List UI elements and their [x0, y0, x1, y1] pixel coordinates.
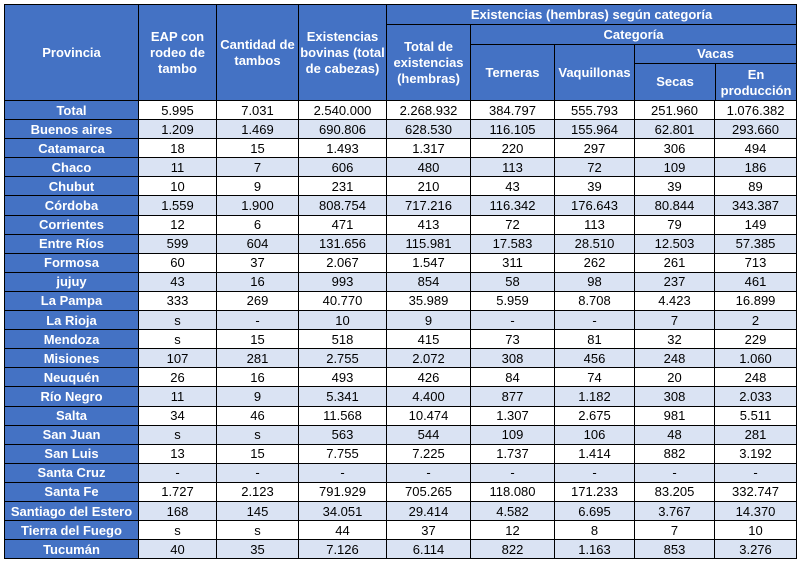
table-cell: 176.643 [555, 196, 635, 215]
table-cell: 384.797 [471, 101, 555, 120]
table-cell: 84 [471, 368, 555, 387]
table-cell: 308 [635, 387, 715, 406]
table-cell: 5.995 [139, 101, 217, 120]
table-cell: 415 [387, 330, 471, 349]
header-categoria: Categoría [471, 25, 797, 45]
table-row [5, 196, 797, 215]
table-row [5, 425, 797, 444]
table-row [5, 368, 797, 387]
table-cell: 116.342 [471, 196, 555, 215]
table-row [5, 349, 797, 368]
table-cell: 4.582 [471, 501, 555, 520]
table-cell: 2.033 [715, 387, 797, 406]
table-cell: s [217, 425, 299, 444]
table-cell: 1.163 [555, 540, 635, 559]
table-cell: 261 [635, 253, 715, 272]
table-row [5, 177, 797, 196]
table-cell: 1.317 [387, 139, 471, 158]
header-vacas: Vacas [635, 45, 796, 64]
table-cell: 5.341 [299, 387, 387, 406]
table-cell: 269 [217, 291, 299, 310]
table-cell: 73 [471, 330, 555, 349]
table-cell: 854 [387, 272, 471, 291]
table-cell: 48 [635, 425, 715, 444]
table-row [5, 272, 797, 291]
table-cell: 993 [299, 272, 387, 291]
table-cell: 471 [299, 215, 387, 234]
table-cell: 3.767 [635, 501, 715, 520]
table-row [5, 444, 797, 463]
table-cell: 109 [471, 425, 555, 444]
table-cell: 37 [217, 253, 299, 272]
province-name: Total [5, 101, 139, 120]
table-cell: 480 [387, 158, 471, 177]
table-cell: 8.708 [555, 291, 635, 310]
province-name: Santiago del Estero [5, 501, 139, 520]
table-cell: 44 [299, 521, 387, 540]
table-cell: s [139, 311, 217, 330]
table-cell: 413 [387, 215, 471, 234]
table-cell: 1.414 [555, 444, 635, 463]
table-cell: 6.114 [387, 540, 471, 559]
table-cell: 1.469 [217, 120, 299, 139]
table-cell: 1.727 [139, 482, 217, 501]
table-cell: 2.540.000 [299, 101, 387, 120]
table-row [5, 120, 797, 139]
table-cell: 210 [387, 177, 471, 196]
table-cell: 606 [299, 158, 387, 177]
header-terneras-label: Terneras [485, 64, 540, 80]
header-total-hembras: Total de existencias (hembras) [387, 25, 471, 101]
table-cell: 12 [139, 215, 217, 234]
table-cell: 106 [555, 425, 635, 444]
table-cell: s [139, 425, 217, 444]
table-cell: 39 [635, 177, 715, 196]
header-provincia: Provincia [5, 5, 139, 101]
table-cell: 220 [471, 139, 555, 158]
table-cell: 822 [471, 540, 555, 559]
table-cell: 5.511 [715, 406, 797, 425]
table-cell: 60 [139, 253, 217, 272]
table-cell: 34.051 [299, 501, 387, 520]
table-cell: 37 [387, 521, 471, 540]
table-cell: 1.182 [555, 387, 635, 406]
header-eap: EAP con rodeo de tambo [139, 5, 217, 101]
province-name: Tucumán [5, 540, 139, 559]
table-cell: - [139, 463, 217, 482]
table-cell: 72 [555, 158, 635, 177]
table-cell: - [217, 463, 299, 482]
table-cell: 426 [387, 368, 471, 387]
table-cell: 2.675 [555, 406, 635, 425]
province-name: Catamarca [5, 139, 139, 158]
table-cell: 237 [635, 272, 715, 291]
table-row [5, 139, 797, 158]
table-cell: 79 [635, 215, 715, 234]
table-row [5, 253, 797, 272]
table-cell: 16.899 [715, 291, 797, 310]
table-cell: 518 [299, 330, 387, 349]
header-cantidad-tambos: Cantidad de tambos [217, 5, 299, 101]
table-cell: 18 [139, 139, 217, 158]
table-cell: 1.493 [299, 139, 387, 158]
province-name: La Rioja [5, 311, 139, 330]
table-cell: 43 [471, 177, 555, 196]
table-cell: 7 [635, 521, 715, 540]
header-existencias-hembras-group: Existencias (hembras) según categoría [387, 5, 797, 25]
table-cell: 72 [471, 215, 555, 234]
table-cell: 15 [217, 139, 299, 158]
table-cell: 7 [635, 311, 715, 330]
province-name: Santa Fe [5, 482, 139, 501]
table-cell: 28.510 [555, 234, 635, 253]
table-cell: 229 [715, 330, 797, 349]
table-cell: 32 [635, 330, 715, 349]
province-name: Santa Cruz [5, 463, 139, 482]
table-cell: 116.105 [471, 120, 555, 139]
table-cell: 281 [217, 349, 299, 368]
table-cell: 248 [715, 368, 797, 387]
table-header [5, 5, 797, 101]
table-cell: - [387, 463, 471, 482]
table-cell: 1.060 [715, 349, 797, 368]
header-vacas-group [635, 45, 797, 101]
table-cell: 311 [471, 253, 555, 272]
table-cell: 248 [635, 349, 715, 368]
table-cell: 332.747 [715, 482, 797, 501]
table-row [5, 215, 797, 234]
table-cell: 281 [715, 425, 797, 444]
table-cell: 628.530 [387, 120, 471, 139]
table-cell: 20 [635, 368, 715, 387]
header-en-produccion: En producción [720, 67, 792, 98]
table-cell: 89 [715, 177, 797, 196]
table-cell: 563 [299, 425, 387, 444]
table-cell: 2.755 [299, 349, 387, 368]
table-row [5, 330, 797, 349]
table-cell: 46 [217, 406, 299, 425]
table-cell: 83.205 [635, 482, 715, 501]
table-cell: - [635, 463, 715, 482]
table-cell: 6 [217, 215, 299, 234]
table-cell: 186 [715, 158, 797, 177]
table-cell: 2.067 [299, 253, 387, 272]
table-cell: 62.801 [635, 120, 715, 139]
table-cell: 14.370 [715, 501, 797, 520]
table-cell: 461 [715, 272, 797, 291]
table-cell: 555.793 [555, 101, 635, 120]
table-cell: - [217, 311, 299, 330]
table-cell: 882 [635, 444, 715, 463]
table-cell: s [139, 330, 217, 349]
table-cell: 3.276 [715, 540, 797, 559]
province-name: Chubut [5, 177, 139, 196]
table-cell: 11 [139, 387, 217, 406]
header-secas: Secas [635, 64, 716, 100]
table-row [5, 540, 797, 559]
province-name: Córdoba [5, 196, 139, 215]
table-cell: 9 [217, 387, 299, 406]
table-cell: 109 [635, 158, 715, 177]
table-cell: 113 [555, 215, 635, 234]
table-cell: 29.414 [387, 501, 471, 520]
table-cell: 6.695 [555, 501, 635, 520]
province-name: jujuy [5, 272, 139, 291]
table-cell: 7.031 [217, 101, 299, 120]
table-cell: 26 [139, 368, 217, 387]
table-cell: 118.080 [471, 482, 555, 501]
table-cell: - [555, 463, 635, 482]
province-name: La Pampa [5, 291, 139, 310]
table-cell: 308 [471, 349, 555, 368]
table-cell: 306 [635, 139, 715, 158]
table-cell: 149 [715, 215, 797, 234]
table-cell: 10.474 [387, 406, 471, 425]
province-name: Río Negro [5, 387, 139, 406]
table-cell: 131.656 [299, 234, 387, 253]
province-name: Salta [5, 406, 139, 425]
table-cell: - [471, 463, 555, 482]
province-name: Neuquén [5, 368, 139, 387]
table-cell: 107 [139, 349, 217, 368]
table-cell: 9 [387, 311, 471, 330]
table-cell: 544 [387, 425, 471, 444]
table-cell: 7 [217, 158, 299, 177]
table-cell: 39 [555, 177, 635, 196]
table-cell: 15 [217, 330, 299, 349]
table-cell: 1.900 [217, 196, 299, 215]
table-cell: 981 [635, 406, 715, 425]
table-row [5, 234, 797, 253]
table-cell: - [715, 463, 797, 482]
table-cell: 877 [471, 387, 555, 406]
table-cell: 1.307 [471, 406, 555, 425]
table-cell: 34 [139, 406, 217, 425]
table-cell: 791.929 [299, 482, 387, 501]
table-cell: 343.387 [715, 196, 797, 215]
table-cell: s [139, 521, 217, 540]
table-cell: 262 [555, 253, 635, 272]
table-row [5, 387, 797, 406]
header-vaquillonas-label: Vaquillonas [558, 64, 631, 80]
table-cell: 11.568 [299, 406, 387, 425]
table-cell: 74 [555, 368, 635, 387]
province-name: San Luis [5, 444, 139, 463]
livestock-table [4, 4, 797, 559]
table-cell: 2.268.932 [387, 101, 471, 120]
table-row [5, 501, 797, 520]
table-cell: - [299, 463, 387, 482]
table-cell: 5.959 [471, 291, 555, 310]
table-cell: 1.547 [387, 253, 471, 272]
table-cell: 80.844 [635, 196, 715, 215]
table-cell: 705.265 [387, 482, 471, 501]
table-cell: 10 [139, 177, 217, 196]
table-cell: 10 [715, 521, 797, 540]
table-cell: 17.583 [471, 234, 555, 253]
table-cell: 12.503 [635, 234, 715, 253]
table-cell: 11 [139, 158, 217, 177]
table-cell: 2.123 [217, 482, 299, 501]
table-cell: 171.233 [555, 482, 635, 501]
table-cell: - [555, 311, 635, 330]
table-cell: s [217, 521, 299, 540]
table-cell: 7.225 [387, 444, 471, 463]
table-cell: 604 [217, 234, 299, 253]
table-row [5, 482, 797, 501]
table-cell: 251.960 [635, 101, 715, 120]
table-cell: 16 [217, 272, 299, 291]
table-cell: 40.770 [299, 291, 387, 310]
table-cell: 1.076.382 [715, 101, 797, 120]
table-cell: 81 [555, 330, 635, 349]
header-vaquillonas [555, 45, 635, 101]
table-cell: 7.126 [299, 540, 387, 559]
table-cell: 3.192 [715, 444, 797, 463]
table-body [5, 101, 797, 559]
table-cell: 4.423 [635, 291, 715, 310]
table-cell: 1.559 [139, 196, 217, 215]
table-row [5, 291, 797, 310]
table-cell: 155.964 [555, 120, 635, 139]
table-cell: 15 [217, 444, 299, 463]
province-name: Entre Ríos [5, 234, 139, 253]
table-cell: 40 [139, 540, 217, 559]
table-cell: 7.755 [299, 444, 387, 463]
table-row [5, 463, 797, 482]
table-cell: 293.660 [715, 120, 797, 139]
province-name: Tierra del Fuego [5, 521, 139, 540]
table-cell: 333 [139, 291, 217, 310]
table-cell: 2.072 [387, 349, 471, 368]
table-cell: 494 [715, 139, 797, 158]
table-cell: 43 [139, 272, 217, 291]
header-terneras [471, 45, 555, 101]
table-row [5, 311, 797, 330]
table-cell: 57.385 [715, 234, 797, 253]
table-cell: 98 [555, 272, 635, 291]
table-cell: 35.989 [387, 291, 471, 310]
table-cell: 145 [217, 501, 299, 520]
table-cell: - [471, 311, 555, 330]
table-row [5, 521, 797, 540]
table-cell: 297 [555, 139, 635, 158]
province-name: Mendoza [5, 330, 139, 349]
province-name: San Juan [5, 425, 139, 444]
table-row [5, 406, 797, 425]
table-cell: 12 [471, 521, 555, 540]
table-cell: 599 [139, 234, 217, 253]
province-name: Formosa [5, 253, 139, 272]
table-cell: 231 [299, 177, 387, 196]
table-row [5, 101, 797, 120]
table-cell: 1.737 [471, 444, 555, 463]
table-cell: 717.216 [387, 196, 471, 215]
table-cell: 16 [217, 368, 299, 387]
table-cell: 1.209 [139, 120, 217, 139]
table-cell: 113 [471, 158, 555, 177]
province-name: Misiones [5, 349, 139, 368]
header-existencias-bovinas: Existencias bovinas (total de cabezas) [299, 5, 387, 101]
table-cell: 115.981 [387, 234, 471, 253]
table-cell: 853 [635, 540, 715, 559]
table-cell: 9 [217, 177, 299, 196]
table-cell: 2 [715, 311, 797, 330]
province-name: Chaco [5, 158, 139, 177]
province-name: Corrientes [5, 215, 139, 234]
table-cell: 10 [299, 311, 387, 330]
table-cell: 8 [555, 521, 635, 540]
table-cell: 35 [217, 540, 299, 559]
table-cell: 713 [715, 253, 797, 272]
table-cell: 493 [299, 368, 387, 387]
table-cell: 690.806 [299, 120, 387, 139]
table-cell: 808.754 [299, 196, 387, 215]
table-cell: 4.400 [387, 387, 471, 406]
table-cell: 168 [139, 501, 217, 520]
province-name: Buenos aires [5, 120, 139, 139]
table-cell: 13 [139, 444, 217, 463]
table-row [5, 158, 797, 177]
table-cell: 58 [471, 272, 555, 291]
table-cell: 456 [555, 349, 635, 368]
